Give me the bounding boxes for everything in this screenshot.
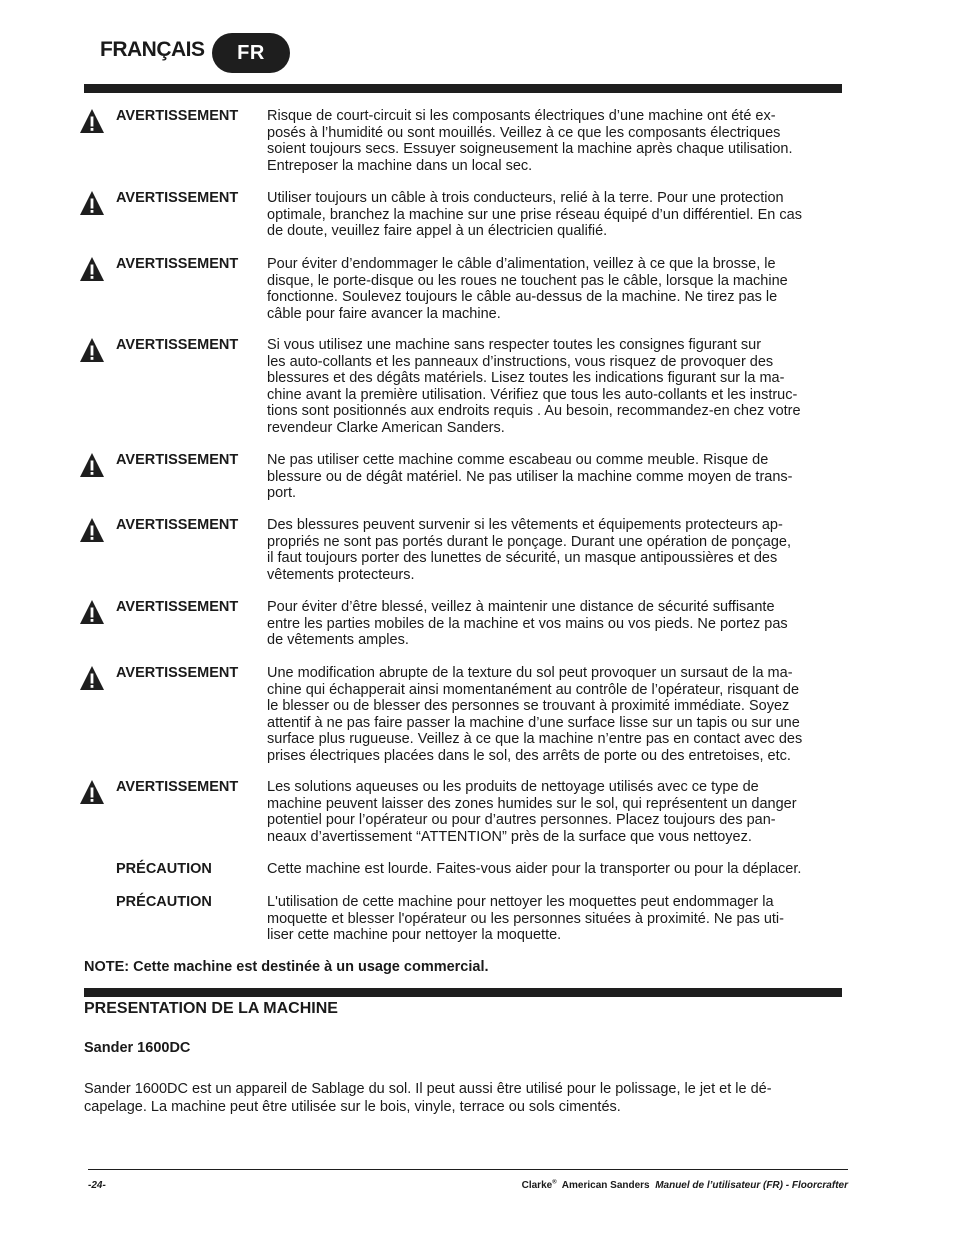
warning-text: Risque de court-circuit si les composants électriques d’une machine ont été ex- posés à l’humidité ou sont mouillés. Veillez à ce que les composants électriques soient toujours secs. Essuyer soigneusement la machine après chaque utilisation. Entreposer la machine dans un local sec. [267, 108, 793, 174]
language-title: FRANÇAIS [100, 38, 205, 61]
warning-triangle-icon [79, 190, 105, 216]
warning-text: Si vous utilisez une machine sans respecter toutes les consignes figurant sur les auto-collants et les panneaux d’instructions, vous risquez de provoquer des blessures et des dégâts matériels. Lisez toutes les indications figurant sur la ma- chine avant la première utilisation. Vérifiez que tous les auto-collants et les instruc- tions sont positionnés aux endroits requis . Au besoin, recommandez-en chez votre revendeur Clarke American Sanders. [267, 337, 801, 436]
warning-text: Utiliser toujours un câble à trois conducteurs, relié à la terre. Pour une protection optimale, branchez la machine sur une prise réseau équipé d’un différentiel. En cas de doute, veuillez faire appel à un électricien qualifié. [267, 190, 802, 239]
caution-label: PRÉCAUTION [116, 894, 212, 910]
warning-label: AVERTISSEMENT [116, 517, 239, 533]
warning-text: Pour éviter d’être blessé, veillez à maintenir une distance de sécurité suffisante entre les parties mobiles de la machine et vos mains ou vos pieds. Ne portez pas de vêtements amples. [267, 599, 788, 648]
caution-label: PRÉCAUTION [116, 861, 212, 877]
warning-text: Les solutions aqueuses ou les produits de nettoyage utilisés avec ce type de machine peuvent laisser des zones humides sur le sol, qui représentent un danger potentiel pour l’opérateur ou pour d’autres personnes. Placez toujours des pan- neaux d’avertissement “ATTENTION” près de la surface que vous nettoyez. [267, 779, 797, 845]
warning-label: AVERTISSEMENT [116, 452, 239, 468]
page-number: -24- [88, 1180, 106, 1191]
warning-text: Ne pas utiliser cette machine comme escabeau ou comme meuble. Risque de blessure ou de dégât matériel. Ne pas utiliser la machine comme moyen de trans- port. [267, 452, 793, 501]
warning-label: AVERTISSEMENT [116, 779, 239, 795]
warning-label: AVERTISSEMENT [116, 108, 239, 124]
section-divider [84, 988, 842, 997]
footer-divider [88, 1169, 848, 1170]
warning-triangle-icon [79, 452, 105, 478]
language-badge: FR [212, 33, 290, 73]
warning-text: Une modification abrupte de la texture du sol peut provoquer un sursaut de la ma- chine qui échapperait ainsi momentanément au contrôle de l’opérateur, risquant de le blesser ou de blesser des personnes se trouvant à proximité immédiate. Soyez attentif à ne pas faire passer la machine d’une surface lisse sur un tapis ou sur une surface plus rugueuse. Veillez à ce que la machine n’entre pas en contact avec des prises électriques placées dans le sol, des arrêts de porte ou des entretoises, etc. [267, 665, 803, 764]
section-heading: PRESENTATION DE LA MACHINE [84, 1000, 338, 1017]
warning-triangle-icon [79, 256, 105, 282]
warning-label: AVERTISSEMENT [116, 599, 239, 615]
footer-manual-title: Manuel de l’utilisateur (FR) - Floorcrafter [655, 1180, 848, 1191]
warning-label: AVERTISSEMENT [116, 337, 239, 353]
warning-triangle-icon [79, 599, 105, 625]
caution-text: L'utilisation de cette machine pour nettoyer les moquettes peut endommager la moquette et blesser l'opérateur ou les personnes situées à proximité. Ne pas uti- liser cette machine pour nettoyer la moquette. [267, 894, 784, 943]
warning-label: AVERTISSEMENT [116, 256, 239, 272]
warning-triangle-icon [79, 337, 105, 363]
subsection-heading: Sander 1600DC [84, 1040, 191, 1056]
caution-text: Cette machine est lourde. Faites-vous aider pour la transporter ou pour la déplacer. [267, 861, 802, 877]
top-divider [84, 84, 842, 93]
warning-triangle-icon [79, 779, 105, 805]
machine-description: Sander 1600DC est un appareil de Sablage du sol. Il peut aussi être utilisé pour le polissage, le jet et le dé- capelage. La machine peut être utilisée sur le bois, vinyle, terrace ou sols cimentés. [84, 1081, 772, 1115]
warning-text: Des blessures peuvent survenir si les vêtements et équipements protecteurs ap- propriés ne sont pas portés durant le ponçage. Durant une opération de ponçage, il faut toujours porter des lunettes de sécurité, un masque antipoussières et des vêtements protecteurs. [267, 517, 791, 583]
footer-brand: Clarke [521, 1180, 553, 1191]
warning-label: AVERTISSEMENT [116, 190, 239, 206]
warning-triangle-icon [79, 517, 105, 543]
warning-label: AVERTISSEMENT [116, 665, 239, 681]
registered-mark: ® [552, 1179, 557, 1186]
commercial-use-note: NOTE: Cette machine est destinée à un usage commercial. [84, 959, 489, 975]
footer-manual-reference [522, 1180, 848, 1191]
warning-text: Pour éviter d’endommager le câble d’alimentation, veillez à ce que la brosse, le disque, le porte-disque ou les roues ne touchent pas le câble, lorsque la machine fonctionne. Soulevez toujours le câble au-dessus de la machine. Ne tirez pas le câble pour faire avancer la machine. [267, 256, 788, 322]
warning-triangle-icon [79, 665, 105, 691]
warning-triangle-icon [79, 108, 105, 134]
footer-company: American Sanders [561, 1180, 650, 1191]
